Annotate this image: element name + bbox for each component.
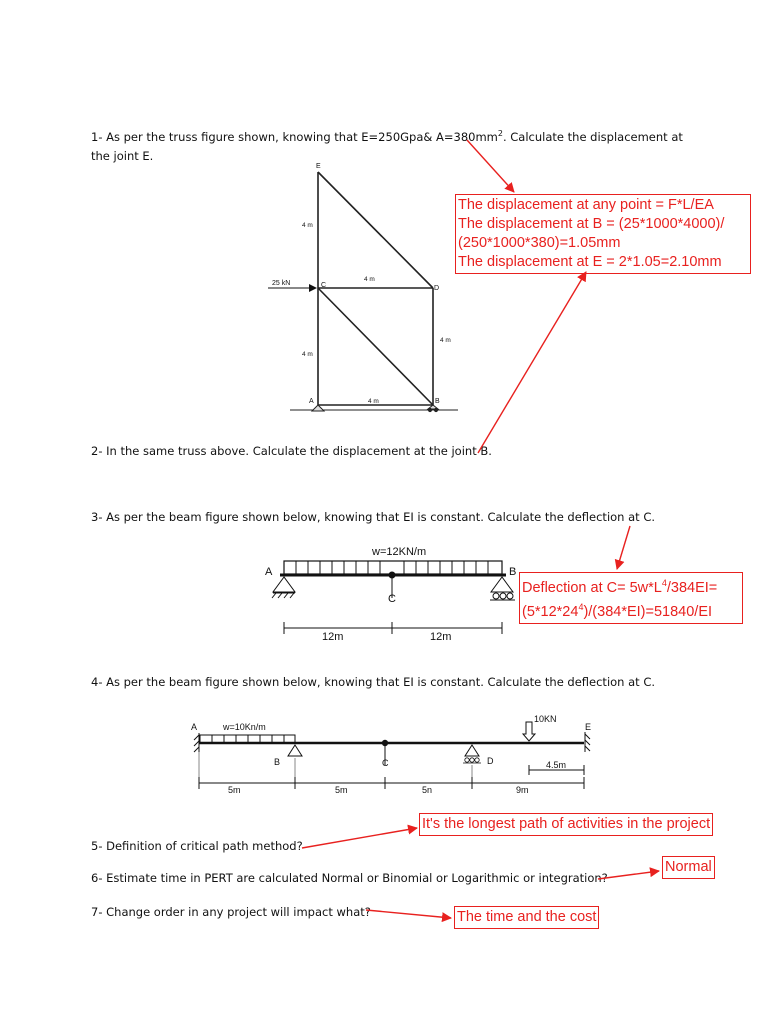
answer-3-line-1-sup: 4: [661, 578, 667, 588]
beam-1-label-A: A: [265, 566, 273, 578]
truss-member-ED: [318, 172, 433, 288]
question-3: 3- As per the beam figure shown below, knowing that EI is constant. Calculate the deflection at C.: [91, 510, 656, 524]
truss-member-CB: [318, 288, 433, 405]
truss-dim-CA: 4 m: [302, 351, 313, 358]
beam-2-point-load-label: 10KN: [534, 714, 557, 724]
arrow-q6-icon: [598, 871, 659, 879]
question-7: 7- Change order in any project will impact what?: [91, 905, 371, 919]
question-4: 4- As per the beam figure shown below, knowing that EI is constant. Calculate the deflection at C.: [91, 675, 656, 689]
beam-2-dim-2: 5m: [335, 785, 348, 795]
truss-dim-CD: 4 m: [364, 276, 375, 283]
answer-7-text: The time and the cost: [457, 909, 597, 925]
truss-label-D: D: [434, 285, 440, 292]
beam-2-support-B-icon: [288, 745, 302, 756]
question-1-text: 1- As per the truss figure shown, knowing that E=250Gpa& A=380mm: [91, 129, 498, 144]
beam-2-label-C: C: [382, 758, 389, 768]
truss-dim-EC: 4 m: [302, 222, 313, 229]
truss-dim-AB: 4 m: [368, 398, 379, 405]
beam-2-dim-top: 4.5m: [546, 760, 567, 770]
beam-1-span-1: 12m: [322, 631, 344, 643]
question-5: 5- Definition of critical path method?: [91, 839, 303, 853]
truss-label-A: A: [309, 398, 314, 405]
truss-support-A-icon: [312, 405, 324, 411]
truss-label-E: E: [316, 163, 321, 170]
beam-1-label-C: C: [388, 593, 396, 605]
beam-2-label-E: E: [585, 722, 592, 732]
truss-dim-DB: 4 m: [440, 337, 451, 344]
beam-2-figure: [194, 722, 590, 789]
answer-1-line-1: The displacement at any point = F*L/EA: [458, 197, 714, 213]
answer-3-line-1-pre: Deflection at C= 5w*L: [522, 579, 662, 596]
arrow-q2-icon: [478, 272, 586, 453]
truss-label-B: B: [435, 398, 440, 405]
answer-3-line-2-sup: 4: [578, 601, 584, 612]
question-6: 6- Estimate time in PERT are calculated Normal or Binomial or Logarithmic or integration?: [91, 871, 608, 885]
beam-2-udl-label: w=10Kn/m: [223, 722, 266, 732]
answer-3-line-2-post: )/(384*EI)=51840/EI: [583, 603, 713, 620]
beam-1-span-2: 12m: [430, 631, 452, 643]
question-1-text-end: . Calculate the displacement at: [502, 129, 683, 144]
question-1-superscript: 2: [497, 129, 503, 138]
answer-1-line-2: The displacement at B = (25*1000*4000)/: [458, 216, 725, 232]
answer-3-line-2-pre: (5*12*24: [522, 603, 579, 620]
beam-2-point-load-icon: [523, 722, 535, 741]
beam-2-label-B: B: [274, 757, 281, 767]
beam-2-label-D: D: [487, 756, 494, 766]
beam-1-load-label: w=12KN/m: [372, 546, 427, 558]
annotation-arrows: [302, 140, 659, 918]
beam-2-dim-1: 5m: [228, 785, 241, 795]
beam-2-label-A: A: [191, 722, 198, 732]
beam-2-fixed-A-icon: [194, 733, 199, 752]
answer-5-text: It's the longest path of activities in the project: [422, 816, 711, 832]
answer-6-text: Normal: [665, 859, 712, 875]
truss-support-B-icon: [428, 405, 438, 412]
arrow-q3-icon: [617, 526, 630, 569]
beam-2-dim-3: 5n: [422, 785, 433, 795]
beam-2-dim-4: 9m: [516, 785, 529, 795]
arrow-q7-icon: [366, 910, 451, 918]
arrow-q5-icon: [302, 828, 417, 848]
beam-1-support-B-icon: [491, 577, 513, 592]
beam-1-support-A-icon: [273, 577, 295, 592]
question-1-line-2: the joint E.: [91, 149, 154, 163]
truss-label-C: C: [321, 282, 327, 289]
answer-1-line-4: The displacement at E = 2*1.05=2.10mm: [458, 254, 722, 270]
question-2: 2- In the same truss above. Calculate the displacement at the joint B.: [91, 444, 492, 458]
answer-1-line-3: (250*1000*380)=1.05mm: [458, 235, 621, 251]
arrow-q1-icon: [467, 140, 514, 192]
beam-2-support-D-icon: [465, 745, 479, 756]
truss-figure: [290, 172, 458, 410]
truss-load-label: 25 kN: [272, 280, 291, 287]
answer-3-line-1-post: /384EI=: [666, 579, 718, 596]
beam-2-fixed-E-icon: [585, 732, 590, 752]
beam-1-label-B: B: [509, 566, 517, 578]
